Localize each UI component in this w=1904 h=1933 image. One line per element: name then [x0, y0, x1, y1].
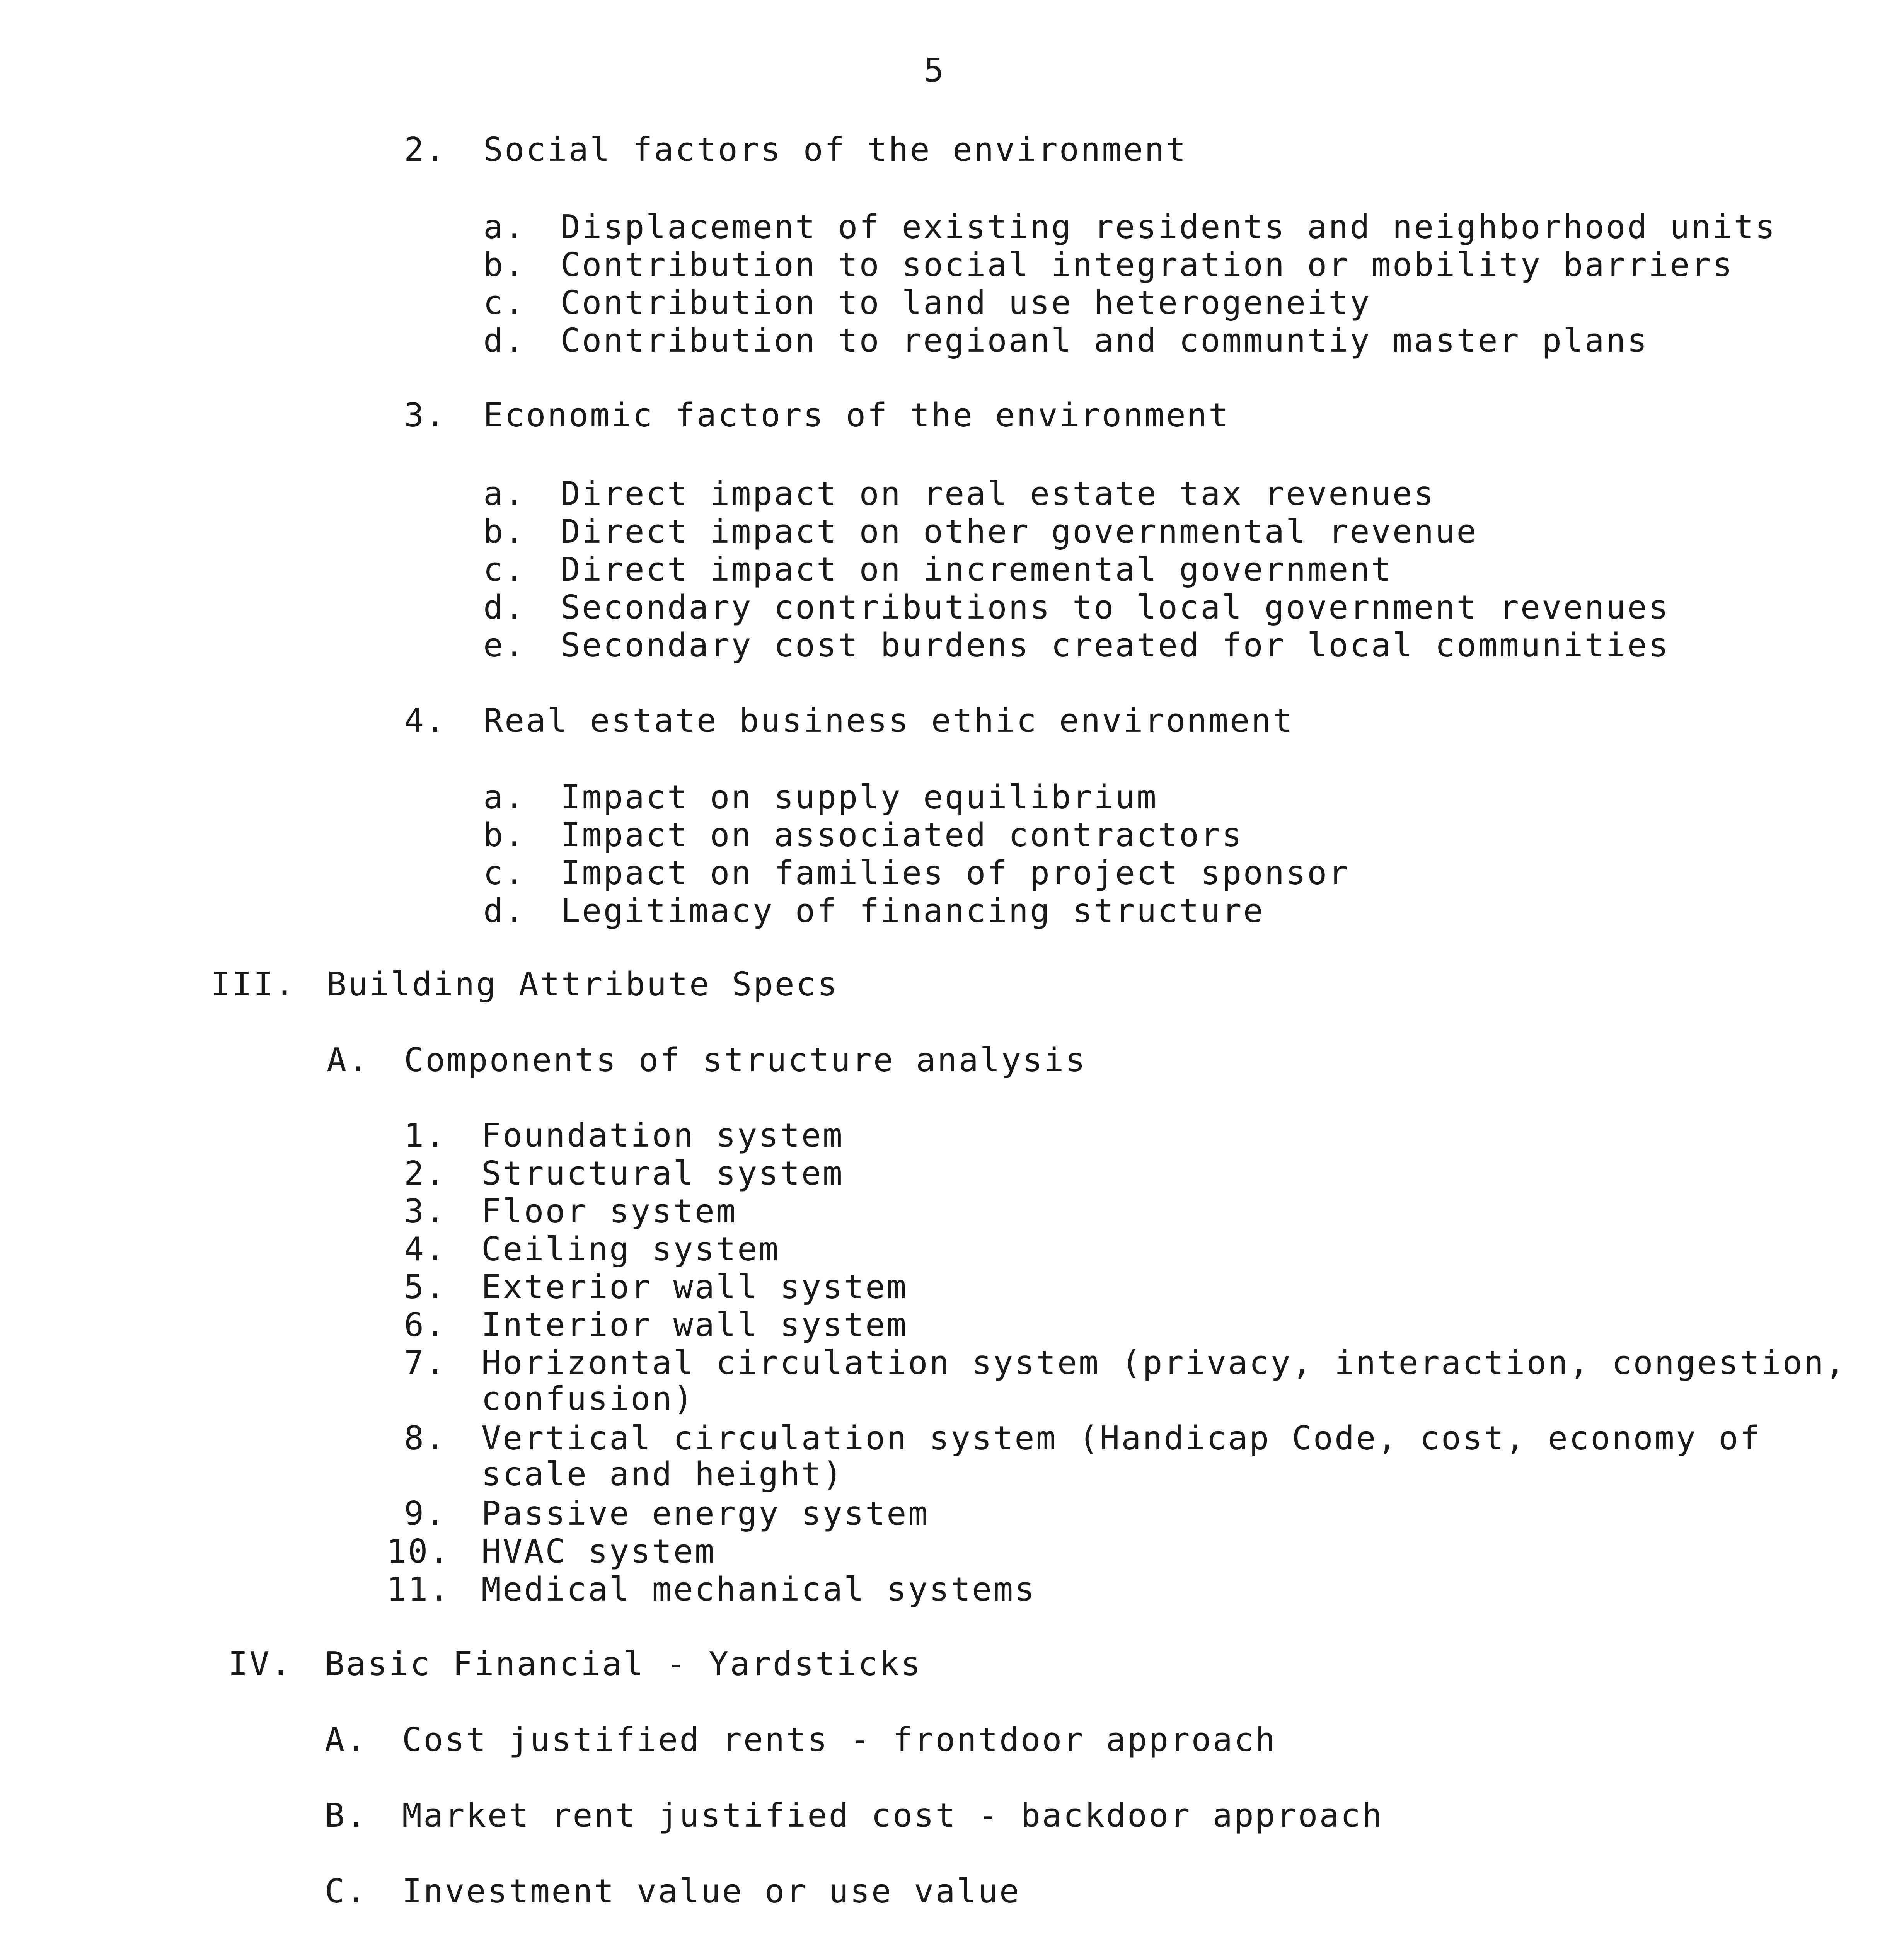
list-item: Structural system [481, 1154, 844, 1193]
part-3-title: Building Attribute Specs [327, 965, 839, 1004]
item-marker: b. [483, 816, 526, 854]
item-marker: 7. [404, 1344, 447, 1382]
subsection-a-marker: A. [325, 1721, 368, 1759]
item-marker: b. [483, 513, 526, 551]
list-item: Exterior wall system [481, 1268, 908, 1306]
item-marker: 2. [404, 1154, 447, 1193]
list-item: Impact on associated contractors [561, 816, 1243, 854]
item-marker: 8. [404, 1419, 447, 1457]
item-marker: 5. [404, 1268, 447, 1306]
list-item: HVAC system [481, 1532, 716, 1571]
part-4-numeral: IV. [228, 1645, 292, 1683]
subsection-a-title: Components of structure analysis [404, 1041, 1087, 1079]
list-item: Floor system [481, 1192, 738, 1231]
item-marker: d. [483, 892, 526, 930]
item-marker: c. [483, 551, 526, 589]
item-marker: 11. [387, 1570, 451, 1609]
item-marker: b. [483, 246, 526, 284]
list-item: Direct impact on real estate tax revenues [561, 475, 1435, 513]
list-item: Displacement of existing residents and neighborhood units [561, 208, 1776, 246]
list-item-continuation: confusion) [481, 1380, 695, 1418]
list-item: Impact on supply equilibrium [561, 778, 1158, 816]
list-item: Secondary cost burdens created for local communities [561, 626, 1670, 665]
list-item: Contribution to land use heterogeneity [561, 284, 1371, 322]
page-number: 5 [924, 51, 946, 90]
list-item: Legitimacy of financing structure [561, 892, 1265, 930]
item-marker: 9. [404, 1495, 447, 1533]
list-item: Contribution to regioanl and communtiy master plans [561, 322, 1648, 360]
section-2-title: Social factors of the environment [483, 131, 1187, 169]
section-3-title: Economic factors of the environment [483, 396, 1230, 435]
item-marker: c. [483, 284, 526, 322]
subsection-b-text: Market rent justified cost - backdoor approach [402, 1797, 1384, 1835]
part-3-numeral: III. [211, 965, 296, 1004]
item-marker: a. [483, 475, 526, 513]
list-item: Foundation system [481, 1117, 844, 1155]
list-item-continuation: scale and height) [481, 1455, 844, 1493]
list-item: Ceiling system [481, 1230, 780, 1268]
item-marker: 10. [387, 1532, 451, 1571]
list-item: Secondary contributions to local government revenues [561, 588, 1670, 627]
item-marker: a. [483, 208, 526, 246]
subsection-c-text: Investment value or use value [402, 1872, 1021, 1911]
list-item: Direct impact on incremental government [561, 551, 1393, 589]
item-marker: d. [483, 588, 526, 627]
list-item: Contribution to social integration or mobility barriers [561, 246, 1734, 284]
section-3-number: 3. [404, 396, 447, 435]
item-marker: 6. [404, 1306, 447, 1344]
part-4-title: Basic Financial - Yardsticks [325, 1645, 922, 1683]
list-item: Horizontal circulation system (privacy, interaction, congestion, [481, 1344, 1847, 1382]
item-marker: 1. [404, 1117, 447, 1155]
item-marker: a. [483, 778, 526, 816]
subsection-a-text: Cost justified rents - frontdoor approach [402, 1721, 1277, 1759]
section-4-number: 4. [404, 702, 447, 740]
item-marker: e. [483, 626, 526, 665]
section-4-title: Real estate business ethic environment [483, 702, 1294, 740]
list-item: Interior wall system [481, 1306, 908, 1344]
list-item: Vertical circulation system (Handicap Code, cost, economy of [481, 1419, 1761, 1457]
subsection-b-marker: B. [325, 1797, 368, 1835]
list-item: Direct impact on other governmental revenue [561, 513, 1478, 551]
subsection-a-marker: A. [327, 1041, 370, 1079]
list-item: Impact on families of project sponsor [561, 854, 1350, 892]
subsection-c-marker: C. [325, 1872, 368, 1911]
item-marker: d. [483, 322, 526, 360]
item-marker: 3. [404, 1192, 447, 1231]
section-2-number: 2. [404, 131, 447, 169]
item-marker: c. [483, 854, 526, 892]
list-item: Passive energy system [481, 1495, 929, 1533]
list-item: Medical mechanical systems [481, 1570, 1036, 1609]
item-marker: 4. [404, 1230, 447, 1268]
